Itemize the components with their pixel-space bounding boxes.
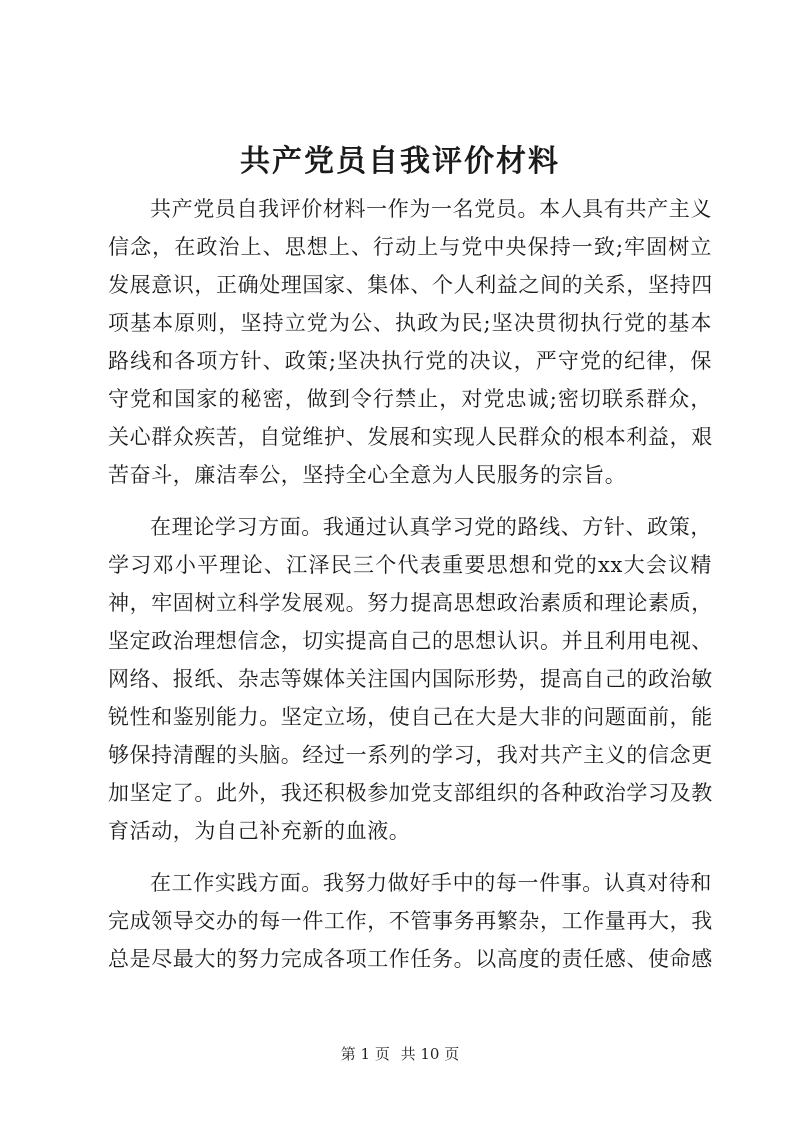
paragraph-line: 总是尽最大的努力完成各项工作任务。以高度的责任感、使命感 [108,947,713,971]
paragraph-2 [108,508,712,850]
paragraph-line: 神，牢固树立科学发展观。努力提高思想政治素质和理论素质， [108,591,713,615]
paragraph-line: 育活动，为自己补充新的血液。 [108,819,411,843]
paragraph-line: 信念，在政治上、思想上、行动上与党中央保持一致;牢固树立 [108,235,712,259]
paragraph-3 [108,864,712,978]
page-total: 共 10 页 [400,1045,460,1063]
paragraph-line: 共产党员自我评价材料一作为一名党员。本人具有共产主义 [150,197,712,221]
paragraph-line: 完成领导交办的每一件工作，不管事务再繁杂，工作量再大，我 [108,909,713,933]
paragraph-line: 项基本原则，坚持立党为公、执政为民;坚决贯彻执行党的基本 [108,311,712,335]
page-footer [0,1044,800,1064]
paragraph-line: 在理论学习方面。我通过认真学习党的路线、方针、政策， [150,515,712,539]
paragraph-line: 苦奋斗，廉洁奉公，坚持全心全意为人民服务的宗旨。 [108,463,627,487]
page-number: 第 1 页 [340,1045,390,1063]
paragraph-line: 够保持清醒的头脑。经过一系列的学习，我对共产主义的信念更 [108,743,713,767]
paragraph-line: 加坚定了。此外，我还积极参加党支部组织的各种政治学习及教 [108,781,713,805]
paragraph-line: 坚定政治理想信念，切实提高自己的思想认识。并且利用电视、 [108,629,713,653]
paragraph-line: 守党和国家的秘密，做到令行禁止，对党忠诚;密切联系群众， [108,387,712,411]
paragraph-line: 锐性和鉴别能力。坚定立场，使自己在大是大非的问题面前，能 [108,705,713,729]
paragraph-line: 发展意识，正确处理国家、集体、个人利益之间的关系，坚持四 [108,273,713,297]
paragraph-line: 路线和各项方针、政策;坚决执行党的决议，严守党的纪律，保 [108,349,712,373]
document-title: 共产党员自我评价材料 [240,144,560,179]
paragraph-line: 网络、报纸、杂志等媒体关注国内国际形势，提高自己的政治敏 [108,667,713,691]
paragraph-line: 在工作实践方面。我努力做好手中的每一件事。认真对待和 [150,871,712,895]
paragraph-1 [108,190,712,494]
paragraph-line: 学习邓小平理论、江泽民三个代表重要思想和党的xx大会议精 [108,553,712,577]
paragraph-line: 关心群众疾苦，自觉维护、发展和实现人民群众的根本利益，艰 [108,425,713,449]
